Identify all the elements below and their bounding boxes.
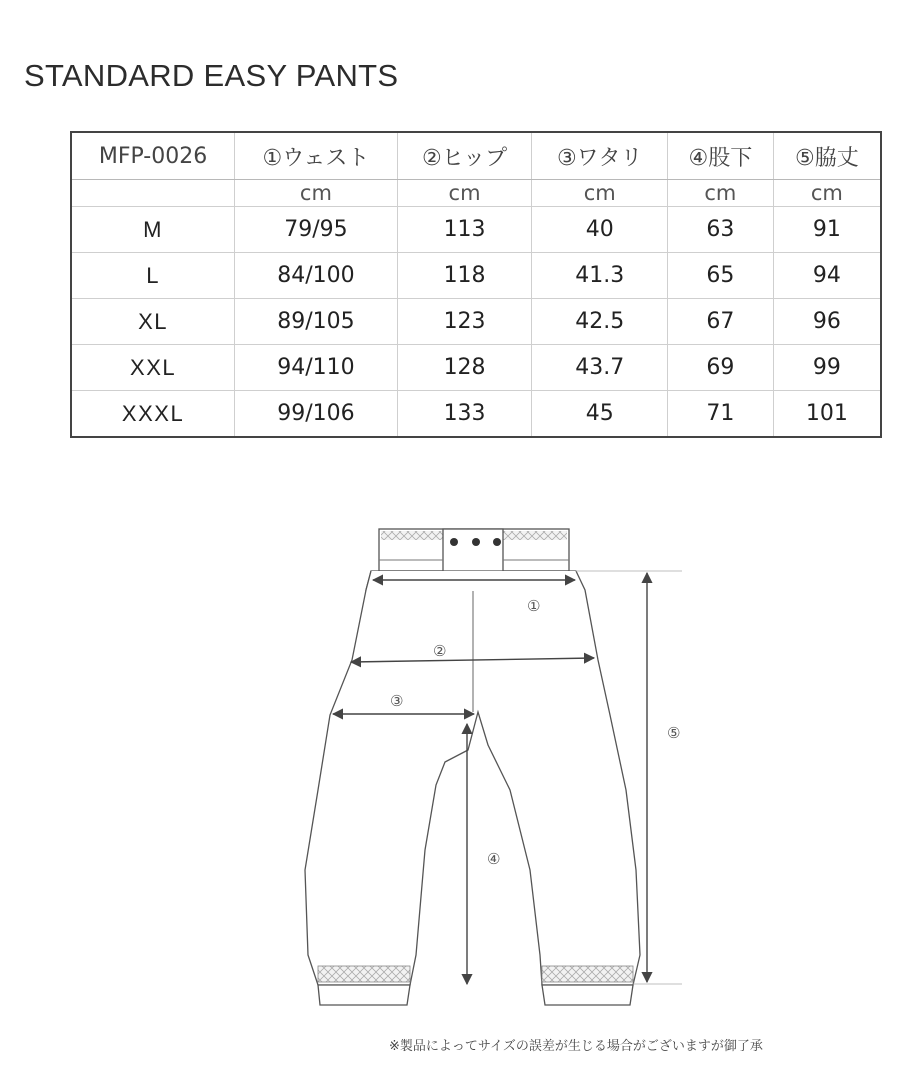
table-unit-row	[71, 180, 881, 207]
unit-cell: cm	[532, 180, 668, 207]
table-cell: 84/100	[235, 253, 398, 299]
page-title: STANDARD EASY PANTS	[24, 58, 399, 93]
header-thigh: ③ワタリ	[532, 132, 668, 180]
table-header-row	[71, 132, 881, 180]
unit-cell: cm	[773, 180, 881, 207]
table-cell: 94	[773, 253, 881, 299]
table-cell: 41.3	[532, 253, 668, 299]
header-outseam: ⑤脇丈	[773, 132, 881, 180]
table-cell: 65	[668, 253, 774, 299]
table-cell: 91	[773, 207, 881, 253]
table-cell: 133	[397, 391, 532, 438]
table-cell: 63	[668, 207, 774, 253]
size-table	[70, 131, 882, 438]
table-row	[71, 299, 881, 345]
unit-cell: cm	[668, 180, 774, 207]
measure-label-waist: ①	[527, 597, 541, 615]
pants-measurement-diagram	[0, 500, 911, 1020]
table-cell: 94/110	[235, 345, 398, 391]
table-row	[71, 345, 881, 391]
table-cell: 42.5	[532, 299, 668, 345]
header-inseam: ④股下	[668, 132, 774, 180]
unit-cell: cm	[397, 180, 532, 207]
table-cell: 101	[773, 391, 881, 438]
table-cell: 123	[397, 299, 532, 345]
measure-label-thigh: ③	[390, 692, 404, 710]
table-cell: 118	[397, 253, 532, 299]
measure-label-inseam: ④	[487, 850, 501, 868]
table-cell: 96	[773, 299, 881, 345]
table-cell: 40	[532, 207, 668, 253]
measure-label-outseam: ⑤	[667, 724, 681, 742]
table-cell: 69	[668, 345, 774, 391]
table-cell: 89/105	[235, 299, 398, 345]
measurement-inseam	[467, 724, 500, 984]
table-cell: 99/106	[235, 391, 398, 438]
disclaimer-footnote: ※製品によってサイズの誤差が生じる場合がございますが御了承	[389, 1039, 763, 1054]
table-row	[71, 253, 881, 299]
pants-outline	[305, 529, 640, 1005]
table-cell: 128	[397, 345, 532, 391]
table-cell: 43.7	[532, 345, 668, 391]
table-cell: 45	[532, 391, 668, 438]
table-cell: 71	[668, 391, 774, 438]
size-label: XL	[71, 299, 235, 345]
table-row	[71, 391, 881, 438]
table-cell: 67	[668, 299, 774, 345]
size-label: XXL	[71, 345, 235, 391]
size-label: M	[71, 207, 235, 253]
measure-label-hip: ②	[433, 642, 447, 660]
table-cell: 79/95	[235, 207, 398, 253]
size-label: XXXL	[71, 391, 235, 438]
header-hip: ②ヒップ	[397, 132, 532, 180]
table-cell: 99	[773, 345, 881, 391]
table-cell: 113	[397, 207, 532, 253]
header-product-code: MFP-0026	[71, 132, 235, 180]
table-row	[71, 207, 881, 253]
header-waist: ①ウェスト	[235, 132, 398, 180]
unit-cell: cm	[235, 180, 398, 207]
unit-cell	[71, 180, 235, 207]
size-label: L	[71, 253, 235, 299]
